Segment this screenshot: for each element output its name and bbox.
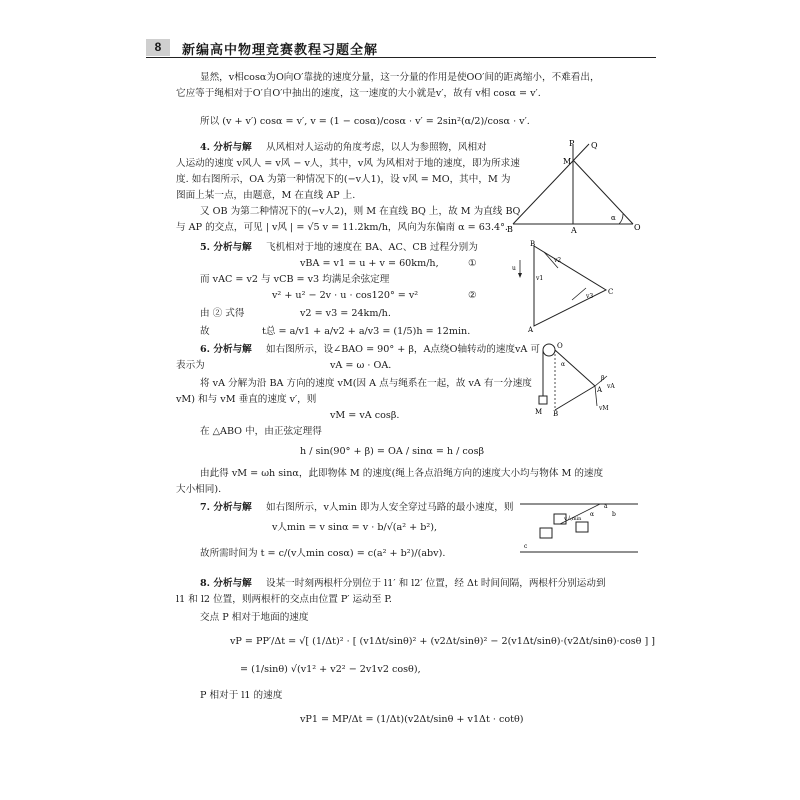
text-line: 如右图所示，v人min 即为人安全穿过马路的最小速度，则 (266, 502, 514, 513)
fig7-label-b: b (612, 511, 616, 518)
text-line: 交点 P 相对于地面的速度 (200, 612, 309, 623)
fig7-label-vmin: v人min (564, 516, 582, 522)
text-line: 在 △ABO 中，由正弦定理得 (200, 426, 322, 437)
fig7-label-c: c (524, 543, 528, 550)
text-line: 显然，v相cosα为O向O′靠拢的速度分量，这一分量的作用是使OO′间的距离缩小，不难看出， (200, 72, 600, 83)
fig5-label-v1: v1 (536, 275, 544, 282)
fig5-label-c: C (608, 288, 614, 296)
figure-7-road-crossing (520, 496, 642, 558)
equation-line: vM = vA cosβ. (330, 410, 400, 421)
equation-line: 故所需时间为 t = c/(v人min cosα) = c(a² + b²)/(abv). (200, 548, 446, 559)
text-line: 与 AP 的交点，可见 | v风 | = √5 v = 11.2km/h，风向为东偏南 α = 63.4°. (176, 222, 508, 233)
fig5-label-v3: v3 (586, 293, 594, 300)
equation-number: ② (468, 290, 477, 301)
problem-7-heading: 7. 分析与解 (200, 502, 252, 513)
equation-line: v2 = v3 = 24km/h. (300, 308, 391, 319)
text-line: 表示为 (176, 360, 205, 371)
text-line: 图面上某一点，由题意，M 在直线 AP 上. (176, 190, 356, 201)
equation-line: v² + u² − 2v · u · cos120° = v² (272, 290, 419, 301)
equation-line: t总 = a/v1 + a/v2 + a/v3 = (1/5)h = 12min. (262, 326, 471, 337)
text-line: 人运动的速度 v风人 = v风 − v人，其中，v风 为风相对于地的速度，即为所求速 (176, 158, 520, 169)
page-number: 8 (146, 39, 170, 56)
text-line: 将 vA 分解为沿 BA 方向的速度 vM(因 A 点与绳系在一起，故 vA 有一分速度 (200, 378, 532, 389)
equation-line: vBA = v1 = u + v = 60km/h, (300, 258, 439, 269)
equation-line: v人min = v sinα = v · b/√(a² + b²), (272, 522, 438, 533)
text-line: 又 OB 为第二种情况下的(−v人2)，则 M 在直线 BQ 上，故 M 为直线 BQ (200, 206, 521, 217)
fig6-label-alpha: α (561, 361, 566, 368)
running-header (146, 36, 656, 58)
fig6-label-o: O (557, 342, 563, 350)
fig5-label-v2: v2 (554, 257, 562, 264)
equation-line: vA = ω · OA. (330, 360, 392, 371)
text-line: 大小相同). (176, 484, 222, 495)
equation-line: vP = PP′/Δt = √[ (1/Δt)² · [ (v1Δt/sinθ)² + (v2Δt/sinθ)² − 2(v1Δt/sinθ)·(v2Δt/sinθ)·cosθ ] ] (230, 636, 656, 647)
fig4-label-o: O (634, 223, 641, 232)
text-line: 度. 如右图所示，OA 为第一种情况下的(−v人1)，设 v风 = MO，其中，M 为 (176, 174, 511, 185)
figure-5-flight-triangle (510, 240, 620, 332)
fig5-label-a: A (528, 326, 534, 332)
text-line: 故 (200, 326, 210, 337)
text-line: 从风相对人运动的角度考虑，以人为参照物，风相对 (266, 142, 487, 153)
equation-number: ① (468, 258, 477, 269)
text-line: l1 和 l2 位置，则两根杆的交点由位置 P′ 运动至 P. (176, 594, 392, 605)
fig6-label-m: M (535, 408, 543, 416)
text-line: P 相对于 l1 的速度 (200, 690, 283, 701)
fig6-label-b: B (553, 410, 559, 416)
fig6-label-va: vA (607, 383, 615, 390)
equation-line: 所以 (v + v′) cosα = v′, v = (1 − cosα)/cosα · v′ = 2sin²(α/2)/cosα · v′. (200, 116, 530, 127)
equation-line: = (1/sinθ) √(v1² + v2² − 2v1v2 cosθ), (240, 664, 421, 675)
problem-4-heading: 4. 分析与解 (200, 142, 252, 153)
fig7-label-alpha: α (590, 511, 595, 518)
fig7-label-a: a (604, 503, 608, 510)
fig4-label-p: P (569, 139, 575, 148)
fig4-label-b: B (507, 225, 513, 234)
problem-6-heading: 6. 分析与解 (200, 344, 252, 355)
text-line: 如右图所示，设∠BAO = 90° + β，A点绕O轴转动的速度vA 可 (266, 344, 540, 355)
text-line: 由 ② 式得 (200, 308, 245, 319)
text-line: 设某一时刻两根杆分别位于 l1′ 和 l2′ 位置，经 Δt 时间间隔，两根杆分别运动到 (266, 578, 606, 589)
fig4-label-alpha: α (611, 214, 616, 222)
fig6-label-vm: vM (599, 405, 609, 412)
fig4-label-a: A (571, 226, 577, 234)
equation-line: h / sin(90° + β) = OA / sinα = h / cosβ (300, 446, 485, 457)
header-rule (146, 57, 656, 58)
figure-4-velocity-triangle (505, 138, 645, 234)
text-line: 飞机相对于地的速度在 BA、AC、CB 过程分别为 (266, 242, 478, 253)
fig4-label-q: Q (591, 141, 598, 150)
figure-6-pulley (535, 340, 625, 416)
text-line: 由此得 vM = ωh sinα，此即物体 M 的速度(绳上各点沿绳方向的速度大小均与物体 M 的速度 (200, 468, 604, 479)
fig6-label-beta: β (601, 375, 605, 382)
problem-5-heading: 5. 分析与解 (200, 242, 252, 253)
fig5-label-u: u (512, 265, 516, 272)
fig5-label-b: B (530, 240, 536, 248)
text-line: vM) 和与 vM 垂直的速度 v′，则 (176, 394, 317, 405)
problem-8-heading: 8. 分析与解 (200, 578, 252, 589)
text-line: 而 vAC = v2 与 vCB = v3 均满足余弦定理 (200, 274, 390, 285)
book-title: 新编高中物理竞赛教程习题全解 (182, 43, 379, 58)
equation-line: vP1 = MP/Δt = (1/Δt)(v2Δt/sinθ + v1Δt · cotθ) (300, 714, 524, 725)
fig4-label-m: M (563, 157, 572, 166)
text-line: 它应等于绳相对于O′自O′中抽出的速度，这一速度的大小就是v′，故有 v相 cosα = v′. (176, 88, 541, 99)
fig6-label-a: A (597, 386, 603, 394)
